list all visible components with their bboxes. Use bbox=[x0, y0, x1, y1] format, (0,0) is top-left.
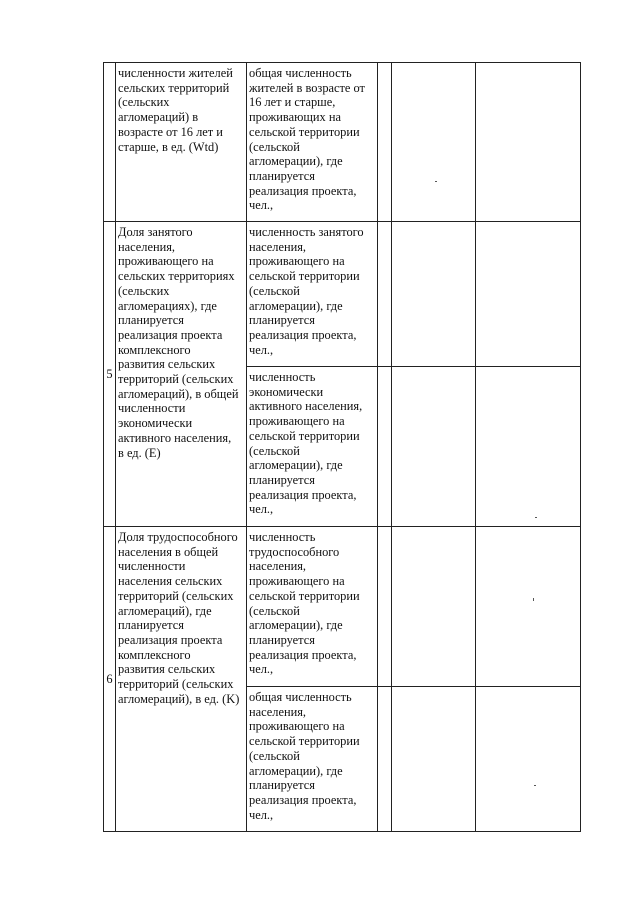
table-row bbox=[104, 222, 581, 367]
empty-cell bbox=[392, 367, 476, 527]
empty-cell bbox=[378, 222, 392, 367]
indicator-table bbox=[103, 62, 581, 832]
component-cell: общая численность жителей в возрасте от 16 лет и старше, проживающих на сельской территории (сельской агломерации), где планируется реализация проекта, чел., bbox=[247, 63, 378, 222]
scan-speck bbox=[533, 598, 534, 601]
empty-cell bbox=[476, 687, 581, 832]
component-cell: численность экономически активного населения, проживающего на сельской территории (сельской агломерации), где планируется реализация проекта, чел., bbox=[247, 367, 378, 527]
scan-speck bbox=[435, 181, 437, 182]
scan-speck bbox=[535, 517, 537, 518]
table-row bbox=[104, 63, 581, 222]
row-number: 6 bbox=[104, 527, 116, 832]
empty-cell bbox=[392, 687, 476, 832]
empty-cell bbox=[392, 222, 476, 367]
empty-cell bbox=[476, 527, 581, 687]
empty-cell bbox=[476, 63, 581, 222]
empty-cell bbox=[476, 367, 581, 527]
empty-cell bbox=[392, 527, 476, 687]
row-number bbox=[104, 63, 116, 222]
row-number: 5 bbox=[104, 222, 116, 527]
component-cell: общая численность населения, проживающего на сельской территории (сельской агломерации), где планируется реализация проекта, чел., bbox=[247, 687, 378, 832]
empty-cell bbox=[378, 367, 392, 527]
component-cell: численность трудоспособного населения, проживающего на сельской территории (сельской агломерации), где планируется реализация проекта, чел., bbox=[247, 527, 378, 687]
table-row bbox=[104, 527, 581, 687]
empty-cell bbox=[476, 222, 581, 367]
indicator-name-cell: Доля занятого населения, проживающего на сельских территориях (сельских агломерациях), где планируется реализация проекта комплексного развития сельских территорий (сельских агломераций), в общей численности экономически активного населения, в ед. (E) bbox=[116, 222, 247, 527]
scan-speck bbox=[534, 785, 536, 786]
empty-cell bbox=[392, 63, 476, 222]
indicator-name-cell: Доля трудоспособного населения в общей численности населения сельских территорий (сельских агломераций), где планируется реализация проекта комплексного развития сельских территорий (сельских агломераций), в ед. (K) bbox=[116, 527, 247, 832]
empty-cell bbox=[378, 527, 392, 687]
indicator-name-cell: численности жителей сельских территорий (сельских агломераций) в возрасте от 16 лет и старше, в ед. (Wtd) bbox=[116, 63, 247, 222]
component-cell: численность занятого населения, проживающего на сельской территории (сельской агломерации), где планируется реализация проекта, чел., bbox=[247, 222, 378, 367]
empty-cell bbox=[378, 687, 392, 832]
empty-cell bbox=[378, 63, 392, 222]
